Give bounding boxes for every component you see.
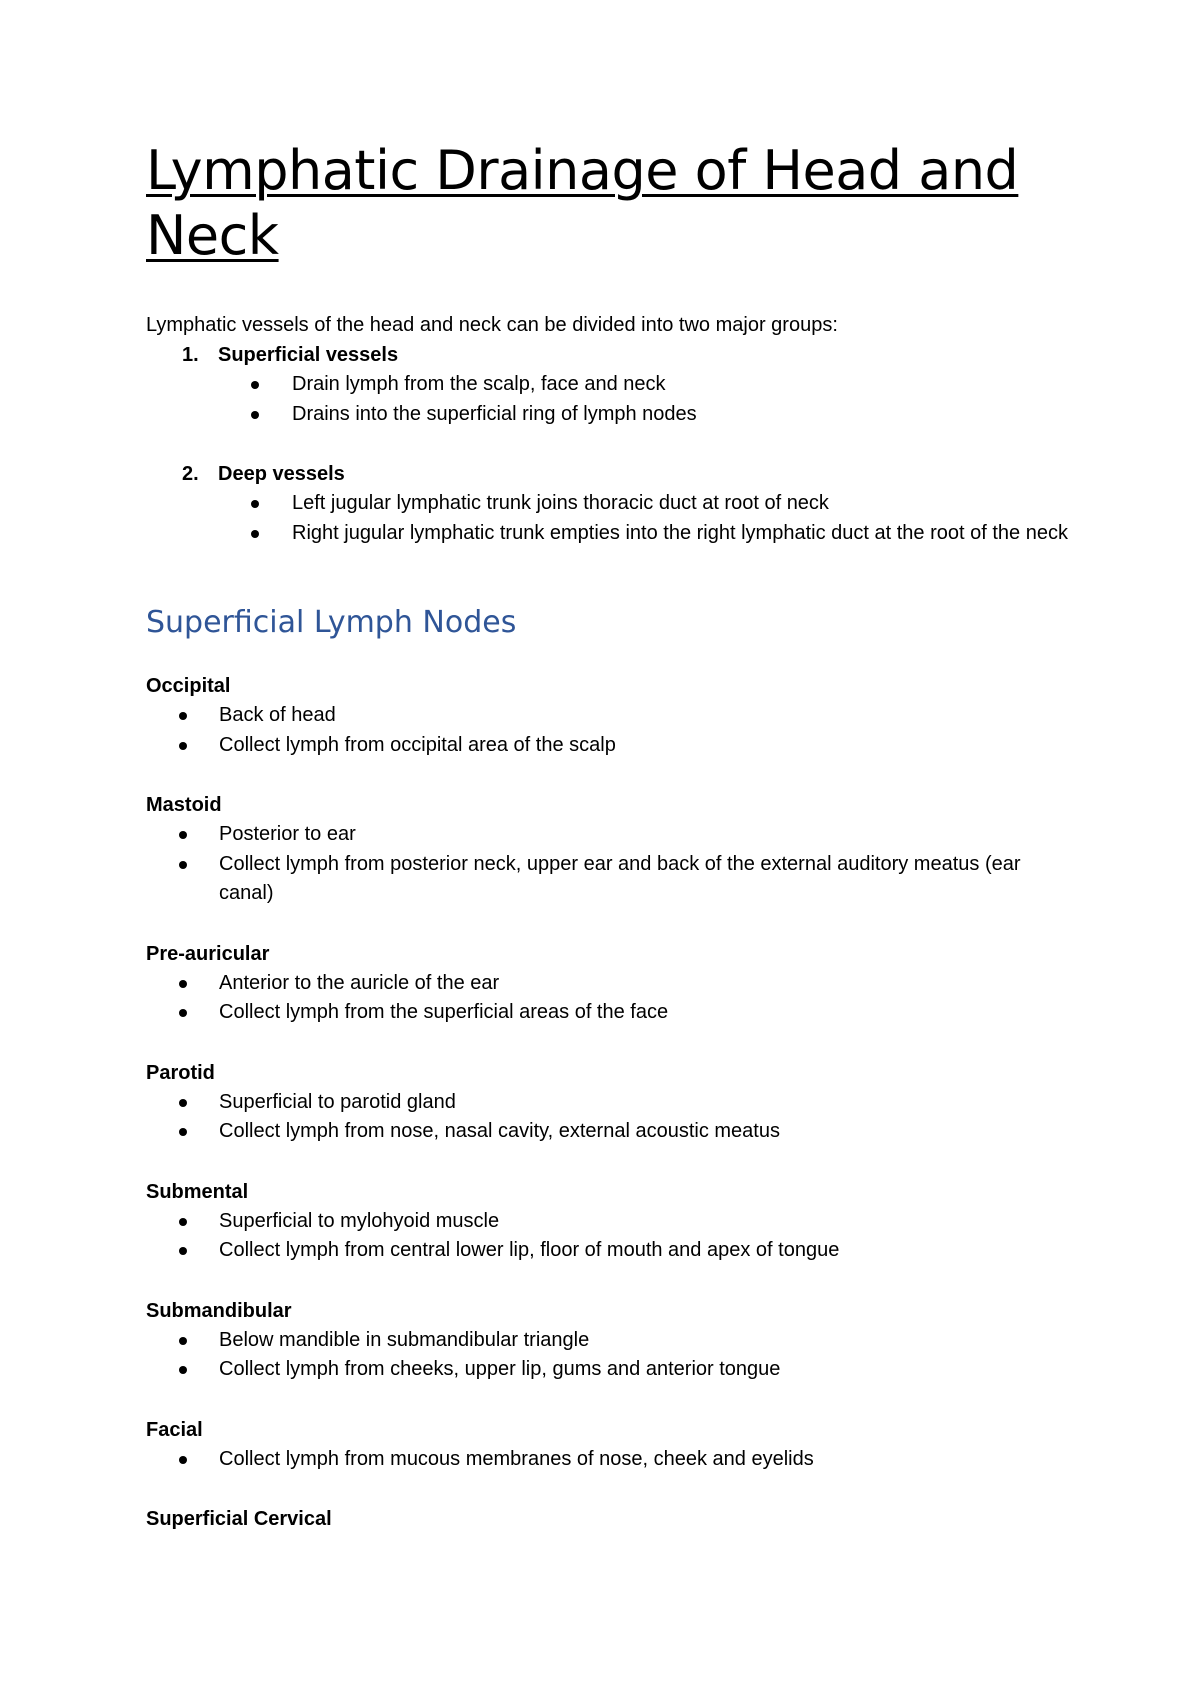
lymph-node-title: Occipital xyxy=(146,675,231,697)
bullet-icon xyxy=(179,1128,187,1136)
list-item xyxy=(146,1326,1076,1356)
list-item-text: Drains into the superficial ring of lymph nodes xyxy=(292,402,697,425)
vessel-group-title: Deep vessels xyxy=(218,463,345,485)
list-item xyxy=(146,519,1076,549)
bullet-icon xyxy=(251,411,259,419)
vessel-group-heading xyxy=(146,459,1076,489)
document-page xyxy=(146,138,1076,1534)
list-item xyxy=(146,400,1076,430)
bullet-icon xyxy=(179,980,187,988)
list-item-text: Back of head xyxy=(219,704,336,726)
list-item xyxy=(146,731,1076,761)
list-item-text: Superficial to mylohyoid muscle xyxy=(219,1209,500,1232)
list-item-text: Superficial to parotid gland xyxy=(219,1090,456,1113)
list-item xyxy=(146,1355,1076,1385)
bullet-icon xyxy=(179,1099,187,1107)
list-item-text: Drain lymph from the scalp, face and neck xyxy=(292,373,666,395)
list-item xyxy=(146,820,1076,850)
lymph-node-section xyxy=(146,790,1076,909)
list-item xyxy=(146,1445,1076,1475)
lymph-node-title: Parotid xyxy=(146,1061,215,1084)
lymph-node-section xyxy=(146,1296,1076,1385)
lymph-node-title: Submandibular xyxy=(146,1299,292,1322)
bullet-icon xyxy=(179,861,187,869)
lymph-node-title: Superficial Cervical xyxy=(146,1508,332,1530)
lymph-node-section xyxy=(146,1415,1076,1475)
list-item-text: Collect lymph from the superficial areas of the face xyxy=(219,1001,669,1023)
bullet-icon xyxy=(179,742,187,750)
bullet-icon xyxy=(179,1247,187,1255)
bullet-icon xyxy=(251,381,259,389)
list-item-text: Anterior to the auricle of the ear xyxy=(219,971,500,994)
document-title: Lymphatic Drainage of Head and Neck xyxy=(146,139,1019,267)
lymph-node-section xyxy=(146,671,1076,760)
vessel-group xyxy=(146,340,1076,429)
bullet-icon xyxy=(179,1337,187,1345)
bullet-list xyxy=(146,1445,1076,1475)
lymph-node-section xyxy=(146,939,1076,1028)
list-item-text: Collect lymph from occipital area of the scalp xyxy=(219,733,616,756)
list-item xyxy=(146,489,1076,519)
list-item xyxy=(146,998,1076,1028)
list-item xyxy=(146,850,1076,909)
list-item xyxy=(146,1236,1076,1266)
list-item xyxy=(146,1207,1076,1237)
list-item-text: Collect lymph from nose, nasal cavity, external acoustic meatus xyxy=(219,1120,780,1142)
list-item xyxy=(146,370,1076,400)
list-number: 1. xyxy=(182,344,199,366)
bullet-list xyxy=(146,1326,1076,1385)
list-item-text: Posterior to ear xyxy=(219,823,356,845)
lymph-node-section xyxy=(146,1058,1076,1147)
bullet-list xyxy=(146,489,1076,548)
list-item-text: Below mandible in submandibular triangle xyxy=(219,1328,590,1351)
vessel-group-title: Superficial vessels xyxy=(218,344,399,366)
bullet-icon xyxy=(179,831,187,839)
bullet-list xyxy=(146,1088,1076,1147)
list-item xyxy=(146,701,1076,731)
lymph-node-section xyxy=(146,1504,1076,1534)
bullet-list xyxy=(146,820,1076,909)
bullet-icon xyxy=(179,1009,187,1017)
bullet-list xyxy=(146,370,1076,429)
section-heading: Superficial Lymph Nodes xyxy=(146,605,517,640)
bullet-list xyxy=(146,1207,1076,1266)
lymph-node-title: Submental xyxy=(146,1180,249,1203)
bullet-icon xyxy=(179,1218,187,1226)
list-item-text: Left jugular lymphatic trunk joins thoracic duct at root of neck xyxy=(292,492,829,514)
list-number: 2. xyxy=(182,463,199,485)
lymph-node-title: Pre-auricular xyxy=(146,942,270,965)
list-item xyxy=(146,1117,1076,1147)
bullet-icon xyxy=(179,1456,187,1464)
list-item-text: Collect lymph from cheeks, upper lip, gums and anterior tongue xyxy=(219,1358,781,1380)
intro-paragraph: Lymphatic vessels of the head and neck can be divided into two major groups: xyxy=(146,314,838,336)
list-item xyxy=(146,1088,1076,1118)
lymph-node-section xyxy=(146,1177,1076,1266)
bullet-list xyxy=(146,969,1076,1028)
list-item-text: Collect lymph from mucous membranes of nose, cheek and eyelids xyxy=(219,1447,814,1470)
vessel-group-heading xyxy=(146,340,1076,370)
list-item-text: Collect lymph from central lower lip, floor of mouth and apex of tongue xyxy=(219,1239,840,1261)
bullet-list xyxy=(146,701,1076,760)
vessel-group xyxy=(146,459,1076,548)
lymph-node-title: Mastoid xyxy=(146,794,222,816)
list-item-text: Collect lymph from posterior neck, upper ear and back of the external auditory meatus (ear canal) xyxy=(219,852,1021,904)
bullet-icon xyxy=(179,712,187,720)
list-item-text: Right jugular lymphatic trunk empties into the right lymphatic duct at the root of the neck xyxy=(292,521,1068,544)
lymph-node-title: Facial xyxy=(146,1418,203,1441)
bullet-icon xyxy=(251,500,259,508)
bullet-icon xyxy=(251,530,259,538)
list-item xyxy=(146,969,1076,999)
bullet-icon xyxy=(179,1366,187,1374)
